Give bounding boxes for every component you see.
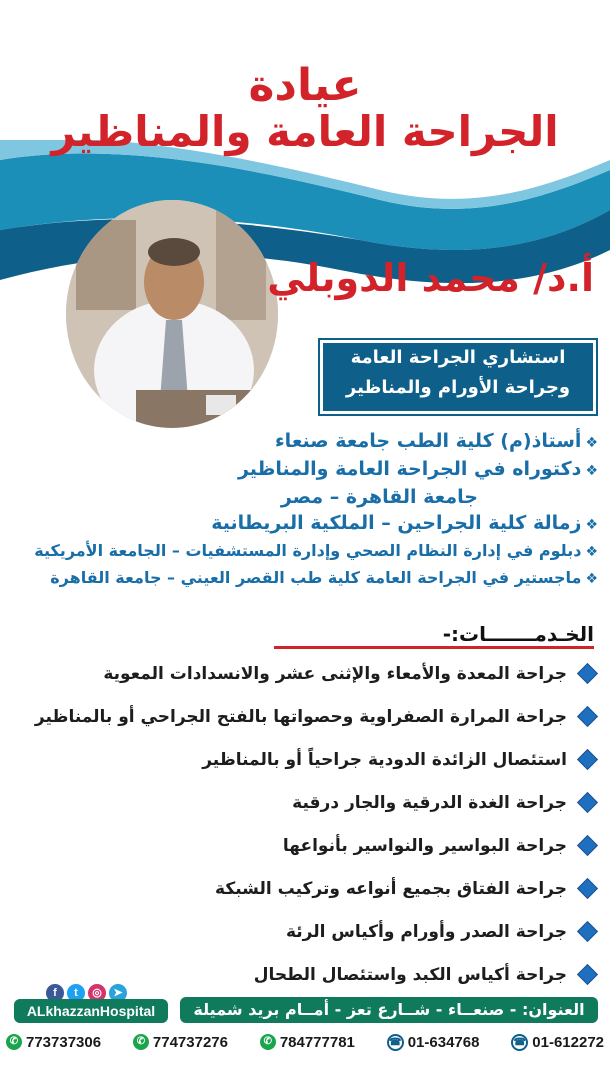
qualification-item: ❖زمالة كلية الجراحين – الملكية البريطانية [211,512,598,534]
qualification-item: ❖دكتوراه في الجراحة العامة والمناظير [237,458,598,480]
specialty-box [320,340,596,414]
doctor-photo [66,200,278,428]
telegram-icon[interactable]: ➤ [109,984,127,1002]
whatsapp-icon: ✆ [260,1034,276,1050]
qualification-item: ❖دبلوم في إدارة النظام الصحي وإدارة المستشفيات – الجامعة الأمريكية [34,541,598,560]
service-item: جراحة البواسير والنواسير بأنواعها [4,824,594,867]
qualifications-list [8,428,598,592]
telephone-icon: ☎ [511,1034,528,1051]
phone-landline[interactable]: ☎ 01-612272 [511,1030,604,1054]
service-item: جراحة أكياس الكبد واستئصال الطحال [4,953,594,996]
social-handle[interactable]: ALkhazzanHospital [14,999,168,1023]
address-banner: العنوان: - صنعــاء - شــارع تعز - أمــام بريد شميلة [180,997,598,1023]
telephone-icon: ☎ [387,1034,404,1051]
diamond-bullet-icon [578,793,596,811]
diamond-bullet-icon [578,664,596,682]
service-item: جراحة المرارة الصفراوية وحصواتها بالفتح الجراحي أو بالمناظير [4,695,594,738]
phone-whatsapp[interactable]: ✆ 784777781 [260,1030,355,1054]
diamond-bullet-icon: ❖ [585,435,598,451]
clinic-title: عيادة [248,60,362,111]
diamond-bullet-icon [578,965,596,983]
whatsapp-icon: ✆ [6,1034,22,1050]
specialty-line-1: استشاري الجراحة العامة [350,347,566,368]
instagram-icon[interactable]: ◎ [88,984,106,1002]
diamond-bullet-icon [578,879,596,897]
doctor-portrait-image [66,200,278,428]
diamond-bullet-icon [578,836,596,854]
diamond-bullet-icon [578,750,596,768]
diamond-bullet-icon: ❖ [585,517,598,533]
diamond-bullet-icon: ❖ [585,571,598,587]
services-heading: الخـدمـــــــات:- [274,622,594,649]
phone-landline[interactable]: ☎ 01-634768 [387,1030,480,1054]
phone-whatsapp[interactable]: ✆ 774737276 [133,1030,228,1054]
clinic-subtitle: الجراحة العامة والمناظير [51,107,559,156]
phone-whatsapp[interactable]: ✆ 773737306 [6,1030,101,1054]
diamond-bullet-icon [578,922,596,940]
diamond-bullet-icon [578,707,596,725]
qualification-item: ❖ماجستير في الجراحة العامة كلية طب القصر العيني – جامعة القاهرة [50,568,598,587]
diamond-bullet-icon: ❖ [585,544,598,560]
qualification-item: جامعة القاهرة – مصر [280,486,478,508]
specialty-line-2: وجراحة الأورام والمناظير [345,377,571,398]
services-list [4,652,594,996]
doctor-name: أ.د/ محمد الدوبلي [267,256,594,300]
twitter-icon[interactable]: t [67,984,85,1002]
phone-numbers-row [0,1030,610,1054]
service-item: جراحة المعدة والأمعاء والإثنى عشر والانسدادات المعوية [4,652,594,695]
service-item: جراحة الصدر وأورام وأكياس الرئة [4,910,594,953]
qualification-item: ❖أستاذ(م) كلية الطب جامعة صنعاء [274,430,598,452]
service-item: جراحة الفتاق بجميع أنواعه وتركيب الشبكة [4,867,594,910]
service-item: جراحة الغدة الدرقية والجار درقية [4,781,594,824]
facebook-icon[interactable]: f [46,984,64,1002]
whatsapp-icon: ✆ [133,1034,149,1050]
service-item: استئصال الزائدة الدودية جراحياً أو بالمناظير [4,738,594,781]
diamond-bullet-icon: ❖ [585,463,598,479]
